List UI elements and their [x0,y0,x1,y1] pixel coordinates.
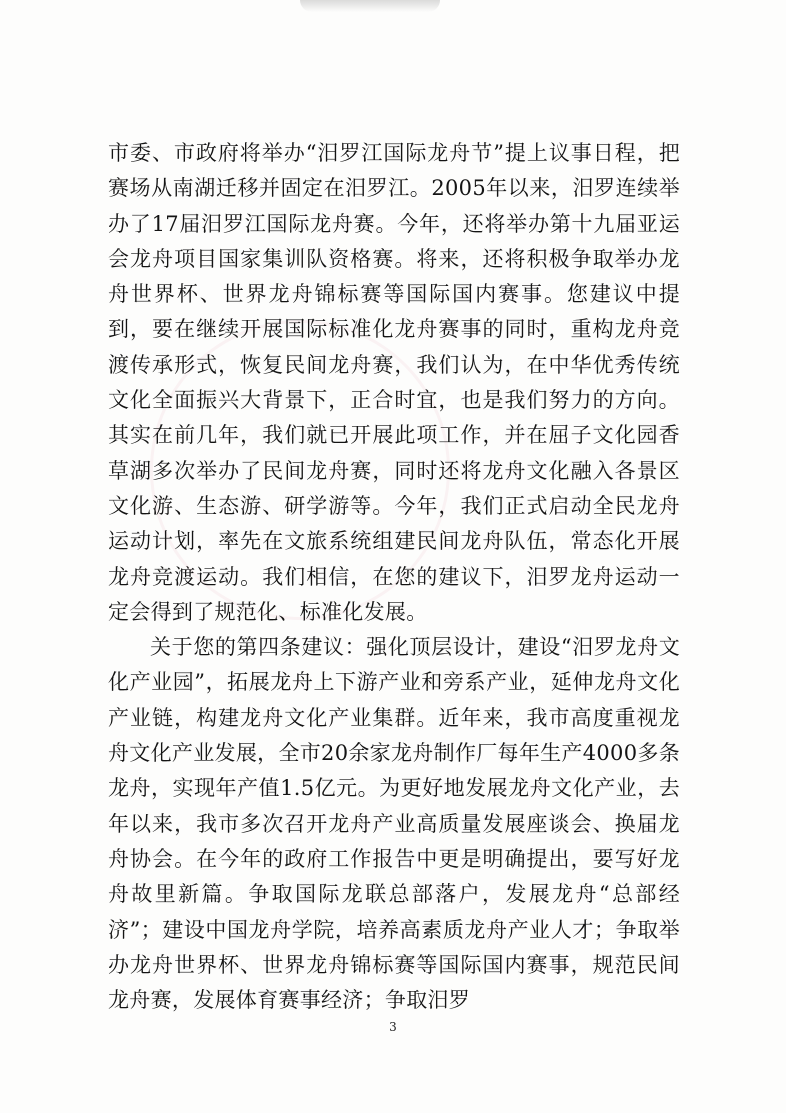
page-number: 3 [389,1020,397,1034]
top-stamp-mark [300,0,440,12]
paragraph-continuation: 市委、市政府将举办“汨罗江国际龙舟节”提上议事日程，把赛场从南湖迁移并固定在汨罗江。2005年以来，汨罗连续举办了17届汨罗江国际龙舟赛。今年，还将举办第十九届亚运会龙舟项目国家集训队资格赛。将来，还将积极争取举办龙舟世界杯、世界龙舟锦标赛等国际国内赛事。您建议中提到，要在继续开展国际标准化龙舟赛事的同时，重构龙舟竞渡传承形式，恢复民间龙舟赛，我们认为，在中华优秀传统文化全面振兴大背景下，正合时宜，也是我们努力的方向。其实在前几年，我们就已开展此项工作，并在屈子文化园香草湖多次举办了民间龙舟赛，同时还将龙舟文化融入各景区文化游、生态游、研学游等。今年，我们正式启动全民龙舟运动计划，率先在文旅系统组建民间龙舟队伍，常态化开展龙舟竞渡运动。我们相信，在您的建议下，汨罗龙舟运动一定会得到了规范化、标准化发展。 [108,141,680,624]
paragraph-fourth-suggestion: 关于您的第四条建议：强化顶层设计，建设“汨罗龙舟文化产业园”，拓展龙舟上下游产业和旁系产业，延伸龙舟文化产业链，构建龙舟文化产业集群。近年来，我市高度重视龙舟文化产业发展，全市20余家龙舟制作厂每年生产4000多条龙舟，实现年产值1.5亿元。为更好地发展龙舟文化产业，去年以来，我市多次召开龙舟产业高质量发展座谈会、换届龙舟协会。在今年的政府工作报告中更是明确提出，要写好龙舟故里新篇。争取国际龙联总部落户，发展龙舟“总部经济”；建设中国龙舟学院，培养高素质龙舟产业人才；争取举办龙舟世界杯、世界龙舟锦标赛等国际国内赛事，规范民间龙舟赛，发展体育赛事经济；争取汨罗 [108,635,680,1013]
document-body [108,136,680,1018]
